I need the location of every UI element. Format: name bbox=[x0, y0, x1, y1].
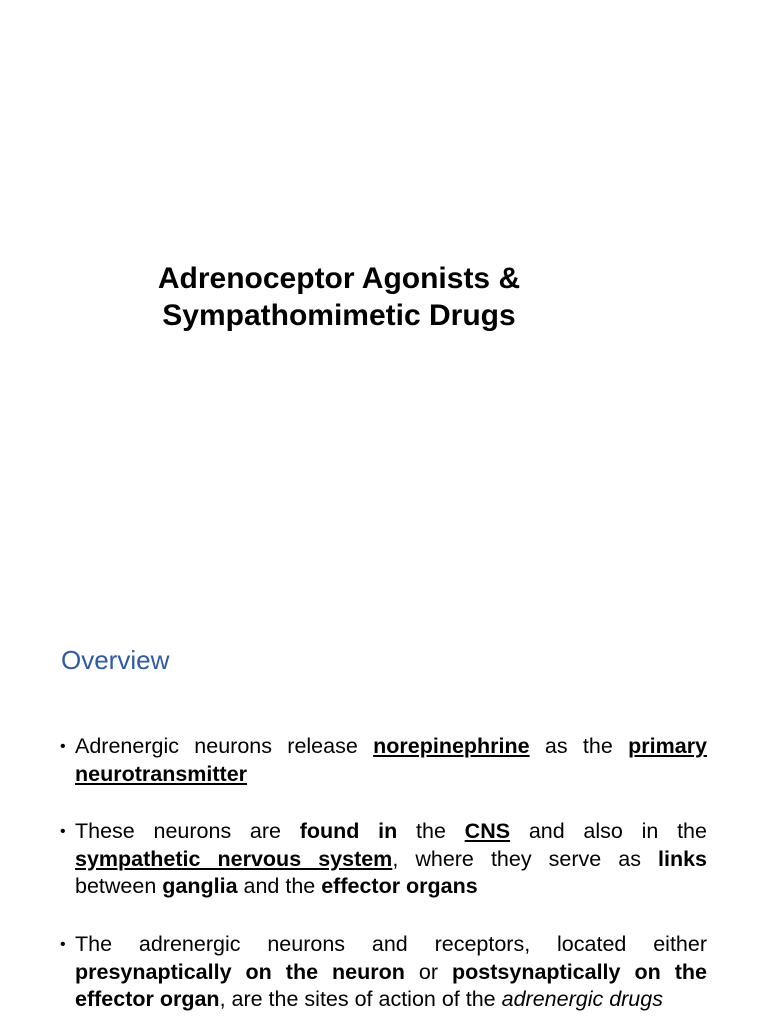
bullet-item-3 bbox=[60, 931, 707, 1014]
bullet-text-emphasis: links bbox=[658, 846, 707, 871]
bullet-text: , are the sites of action of the bbox=[219, 987, 502, 1011]
bullet-text-emphasis: CNS bbox=[464, 819, 511, 843]
bullet-text: and also in the bbox=[510, 819, 707, 843]
bullet-text: Adrenergic neurons release bbox=[75, 734, 374, 758]
bullet-text: The adrenergic neurons and receptors, located either bbox=[75, 932, 707, 956]
bullet-text: or bbox=[404, 959, 453, 984]
slide-title bbox=[0, 260, 678, 334]
bullet-text: and the bbox=[237, 874, 322, 898]
bullet-text-emphasis: primary neurotransmitter bbox=[75, 734, 708, 786]
bullet-text-emphasis: presynaptically on the neuron bbox=[75, 959, 405, 984]
bullet-dot: • bbox=[60, 823, 66, 840]
slide-title-line-2: Sympathomimetic Drugs bbox=[162, 299, 516, 332]
bullet-text: the bbox=[397, 819, 465, 843]
bullet-text-emphasis: postsynaptically on the effector organ bbox=[75, 959, 707, 1011]
bullet-text-emphasis: norepinephrine bbox=[373, 734, 530, 758]
bullet-text: These neurons are bbox=[75, 819, 300, 843]
bullet-item-1 bbox=[60, 733, 707, 788]
bullet-dot: • bbox=[60, 738, 66, 755]
bullet-dot: • bbox=[60, 936, 66, 953]
slide-title-line-1: Adrenoceptor Agonists & bbox=[157, 262, 521, 295]
bullet-text-emphasis: sympathetic nervous system bbox=[75, 846, 393, 871]
bullet-text-emphasis: effector organs bbox=[321, 874, 478, 898]
bullet-text: as the bbox=[529, 734, 629, 758]
bullet-text-italic: adrenergic drugs bbox=[501, 987, 663, 1011]
bullet-text: between bbox=[75, 874, 163, 898]
bullet-text-emphasis: found in bbox=[299, 819, 398, 843]
bullet-item-2 bbox=[60, 818, 707, 901]
bullet-text-emphasis: ganglia bbox=[162, 874, 238, 898]
bullet-text: , where they serve as bbox=[392, 846, 658, 871]
overview-heading: Overview bbox=[61, 645, 170, 675]
